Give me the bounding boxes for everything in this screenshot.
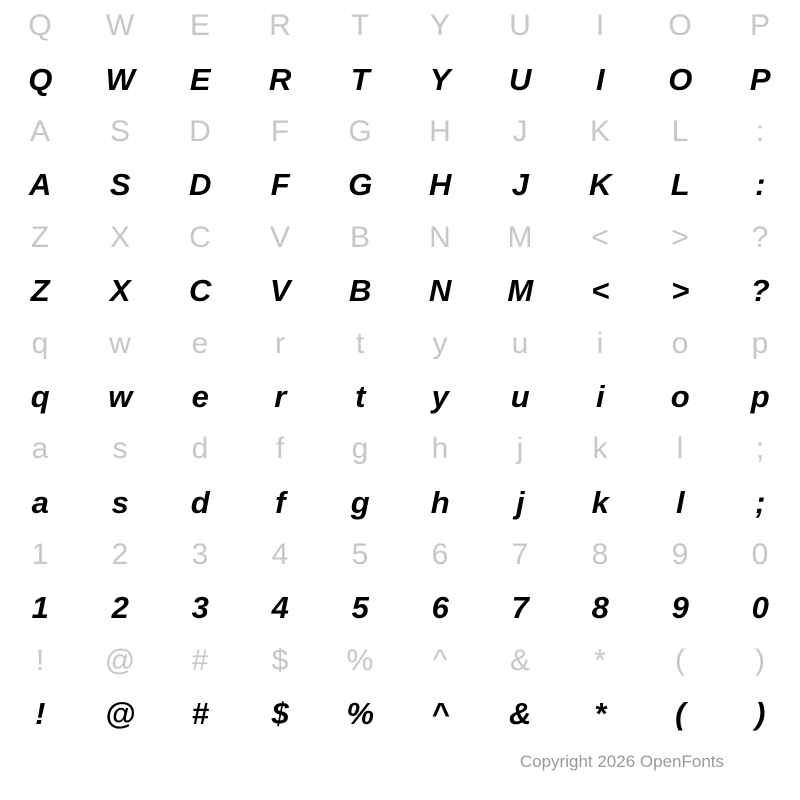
glyph-cell: g [350,484,370,520]
glyph-cell: @ [104,643,136,677]
glyph-cell: i [595,378,605,414]
glyph-cell: s [112,432,128,466]
glyph-cell: r [274,378,286,414]
glyph-cell: * [594,696,606,732]
glyph-cell: U [509,9,531,43]
glyph-cell: ? [751,220,769,254]
glyph-cell: A [29,167,51,203]
glyph-cell: ; [755,484,765,520]
glyph-cell: Y [429,9,450,43]
glyph-cell: & [509,696,531,732]
glyph-cell: J [511,167,529,203]
glyph-cell: e [191,326,209,360]
glyph-cell: 4 [271,590,289,626]
glyph-cell: Q [28,61,52,97]
glyph-cell: 1 [31,590,49,626]
glyph-cell: 4 [271,537,289,571]
glyph-cell: H [429,115,451,149]
glyph-cell: ( [675,643,685,677]
glyph-cell: l [676,432,684,466]
glyph-cell: * [594,643,606,677]
glyph-cell: @ [105,696,135,732]
glyph-cell: S [109,167,131,203]
glyph-cell: ) [755,643,765,677]
glyph-cell: D [189,115,211,149]
glyph-cell: & [509,643,530,677]
glyph-cell: ! [35,696,45,732]
glyph-cell: # [191,696,209,732]
glyph-cell: u [511,326,529,360]
glyph-cell: 6 [431,537,449,571]
glyph-cell: N [429,273,451,309]
glyph-cell: 3 [191,537,209,571]
glyph-cell: C [189,220,211,254]
glyph-cell: 2 [111,537,129,571]
glyph-cell: o [670,378,690,414]
glyph-cell: V [269,273,291,309]
glyph-cell: o [671,326,689,360]
glyph-cell: p [751,326,769,360]
glyph-cell: t [355,378,365,414]
glyph-cell: Q [28,9,52,43]
glyph-cell: R [269,61,291,97]
glyph-cell: 3 [191,590,209,626]
glyph-cell: # [191,643,209,677]
glyph-cell: 2 [111,590,129,626]
glyph-cell: f [275,432,285,466]
glyph-cell: < [591,273,609,309]
glyph-cell: ? [750,273,770,309]
glyph-cell: 8 [591,537,609,571]
glyph-cell: E [189,61,211,97]
glyph-cell: l [675,484,685,520]
glyph-cell: ^ [431,696,449,732]
glyph-cell: 0 [751,590,769,626]
glyph-cell: y [431,378,449,414]
glyph-cell: G [348,167,372,203]
glyph-cell: I [595,61,605,97]
glyph-cell: ; [755,432,765,466]
glyph-cell: P [749,61,771,97]
glyph-cell: a [31,484,49,520]
glyph-cell: h [431,432,449,466]
glyph-cell: % [346,696,374,732]
glyph-cell: 8 [591,590,609,626]
glyph-cell: w [108,378,132,414]
glyph-cell: ! [35,643,45,677]
glyph-cell: > [671,273,689,309]
glyph-cell: G [348,115,372,149]
glyph-cell: a [31,432,49,466]
glyph-cell: < [591,220,609,254]
glyph-cell: F [270,167,290,203]
glyph-cell: D [189,167,211,203]
glyph-cell: k [591,484,609,520]
glyph-cell: y [432,326,448,360]
glyph-cell: H [429,167,451,203]
glyph-cell: > [671,220,689,254]
glyph-cell: O [668,9,692,43]
glyph-cell: L [671,115,689,149]
glyph-cell: Y [429,61,451,97]
glyph-cell: X [109,220,130,254]
glyph-cell: M [507,220,533,254]
glyph-cell: d [190,484,210,520]
glyph-cell: 9 [671,590,689,626]
glyph-cell: V [269,220,290,254]
glyph-cell: B [349,220,370,254]
glyph-cell: A [29,115,50,149]
glyph-cell: S [109,115,130,149]
glyph-cell: C [189,273,211,309]
glyph-cell: ^ [432,643,448,677]
glyph-cell: h [430,484,450,520]
glyph-cell: : [755,167,765,203]
glyph-cell: : [755,115,765,149]
glyph-cell: 7 [511,590,529,626]
glyph-cell: d [191,432,209,466]
glyph-cell: K [589,115,610,149]
glyph-cell: L [670,167,690,203]
glyph-cell: ( [675,696,685,732]
glyph-cell: I [595,9,605,43]
glyph-cell: % [346,643,374,677]
glyph-cell: X [109,273,131,309]
glyph-cell: 1 [31,537,49,571]
glyph-cell: w [109,326,131,360]
glyph-cell: J [512,115,528,149]
glyph-cell: M [507,273,533,309]
glyph-cell: k [592,432,608,466]
glyph-cell: j [515,484,525,520]
glyph-cell: s [111,484,129,520]
copyright-notice: Copyright 2026 OpenFonts [519,752,724,771]
glyph-cell: q [31,326,49,360]
glyph-cell: R [269,9,291,43]
glyph-cell: W [105,9,135,43]
glyph-cell: F [270,115,290,149]
glyph-cell: ) [755,696,765,732]
glyph-cell: g [351,432,369,466]
glyph-cell: $ [271,643,289,677]
glyph-cell: p [750,378,770,414]
glyph-cell: W [105,61,135,97]
glyph-cell: $ [271,696,289,732]
glyph-cell: q [30,378,50,414]
glyph-cell: E [189,9,210,43]
glyph-cell: Z [30,220,50,254]
glyph-cell: u [510,378,530,414]
glyph-cell: f [275,484,285,520]
glyph-cell: 5 [351,590,369,626]
glyph-cell: r [275,326,285,360]
glyph-cell: T [350,61,370,97]
glyph-cell: B [349,273,371,309]
glyph-cell: 7 [511,537,529,571]
glyph-cell: O [668,61,692,97]
glyph-cell: K [589,167,611,203]
glyph-cell: 5 [351,537,369,571]
glyph-cell: T [350,9,370,43]
glyph-cell: j [516,432,524,466]
glyph-cell: Z [30,273,50,309]
glyph-cell: N [429,220,451,254]
glyph-cell: P [749,9,770,43]
glyph-cell: 9 [671,537,689,571]
glyph-cell: t [355,326,365,360]
glyph-cell: 0 [751,537,769,571]
glyph-cell: i [596,326,604,360]
glyph-cell: e [191,378,209,414]
glyph-cell: 6 [431,590,449,626]
glyph-cell: U [509,61,531,97]
